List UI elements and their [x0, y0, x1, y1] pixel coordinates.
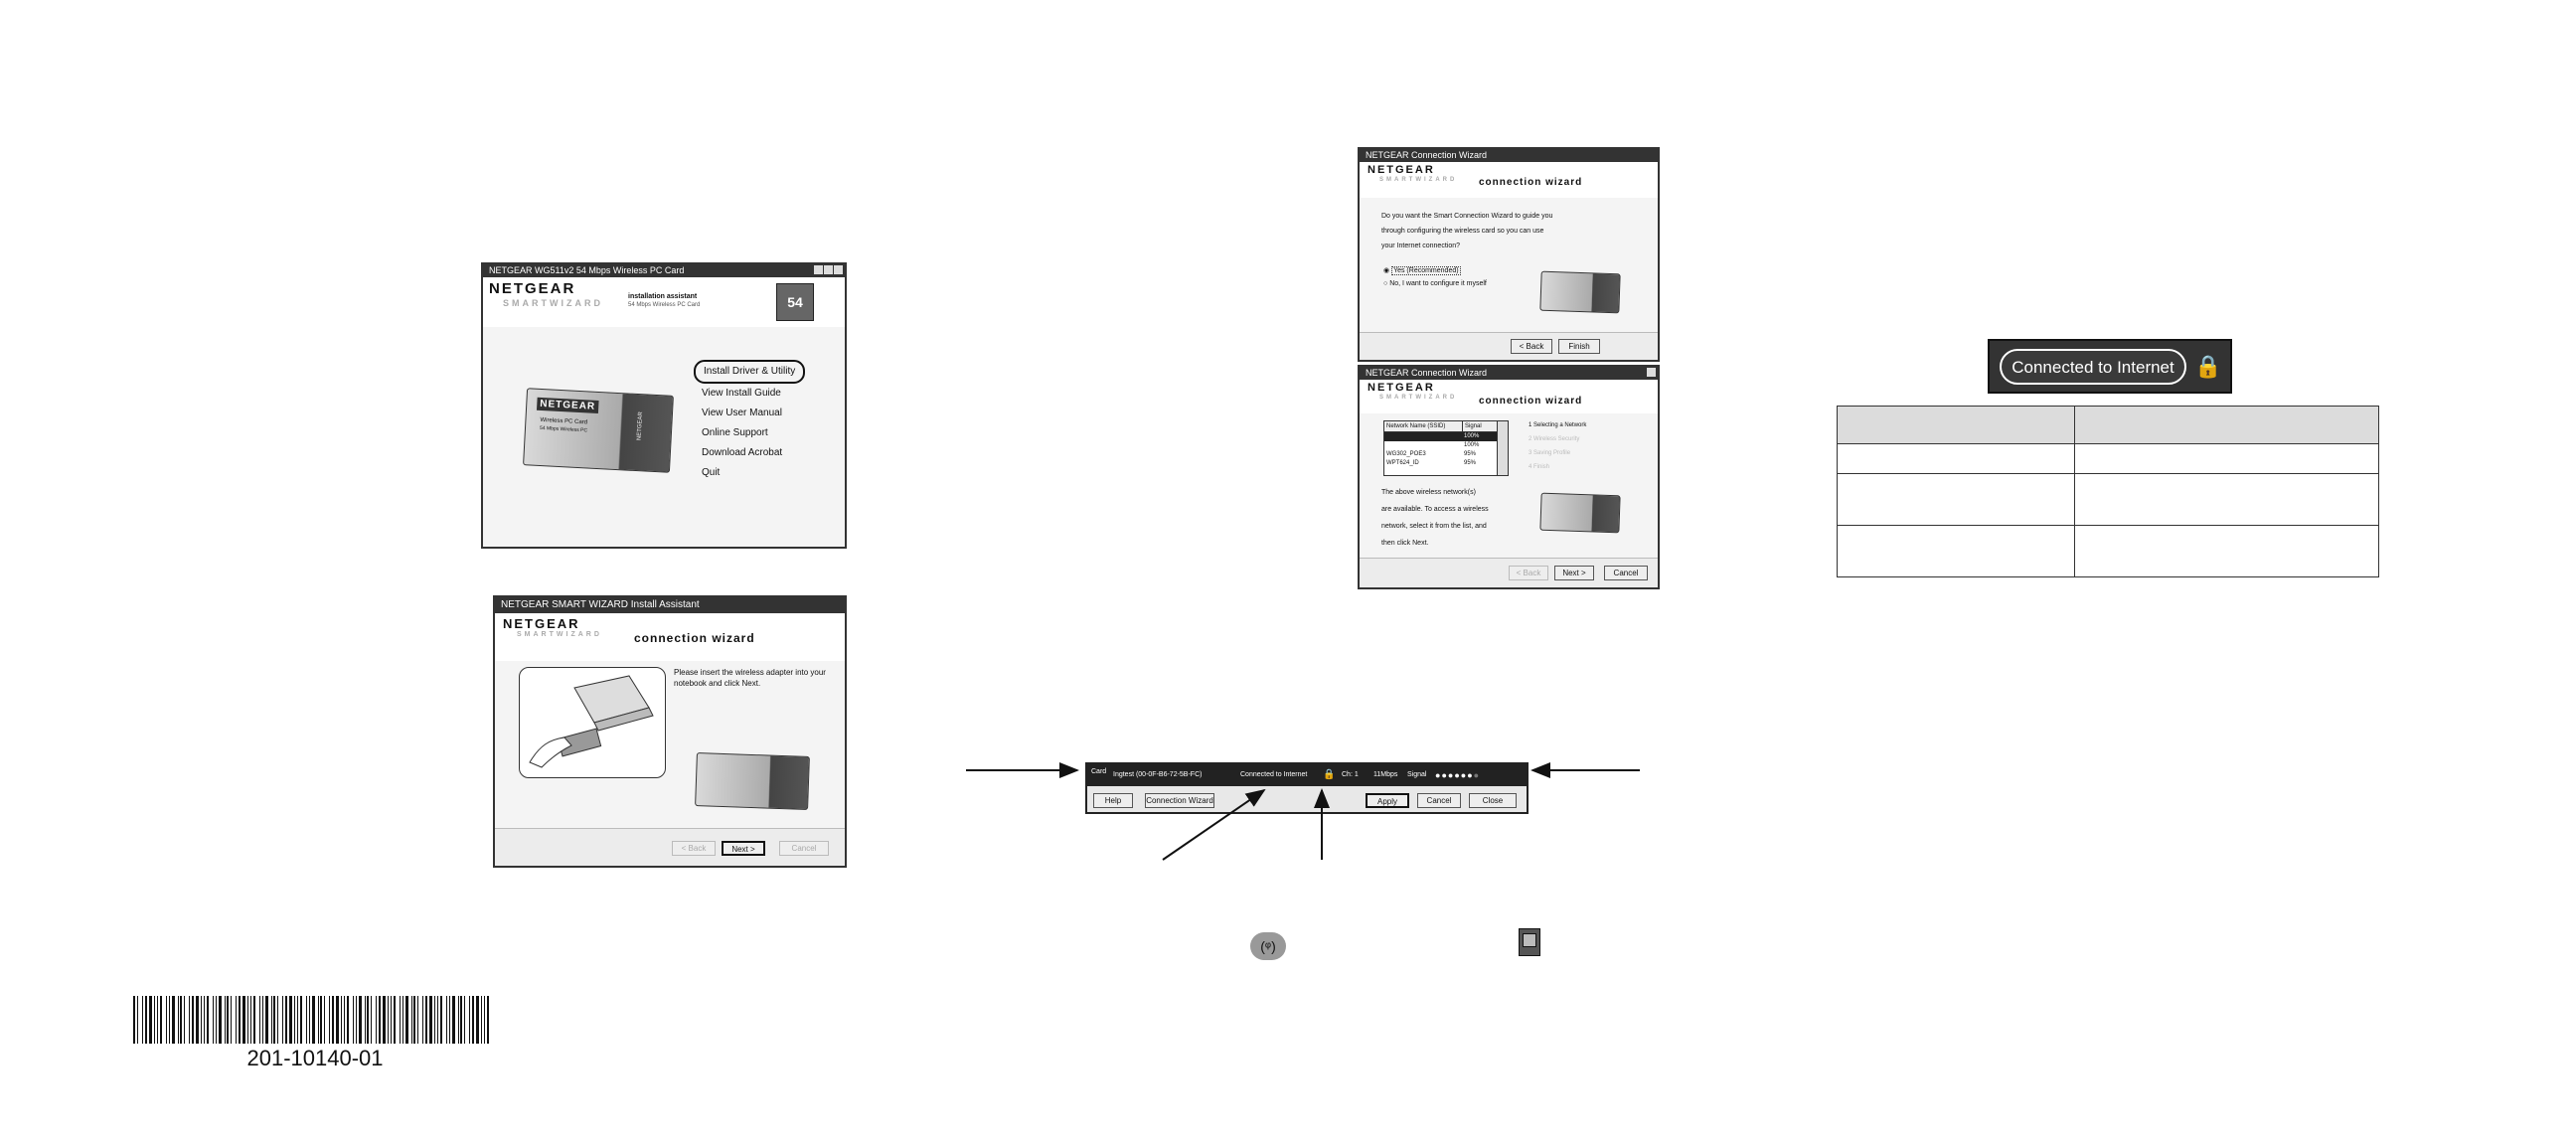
barcode-bar: [484, 996, 485, 1044]
step-2: [1529, 432, 1586, 446]
option-no-label: No, I want to configure it myself: [1389, 280, 1487, 287]
step-3-label: Saving Profile: [1533, 450, 1571, 456]
barcode-bar: [166, 996, 167, 1044]
barcode-bar: [271, 996, 272, 1044]
conn-wizard2-logo-sub: SMARTWIZARD: [1379, 395, 1458, 401]
step-1: [1529, 418, 1586, 432]
card-line2: 54 Mbps Wireless PC: [539, 424, 588, 434]
barcode-bar: [300, 996, 302, 1044]
barcode-bar: [196, 996, 199, 1044]
data-rate: 11Mbps: [1373, 771, 1398, 778]
back-button[interactable]: < Back: [1511, 339, 1552, 354]
step-4: [1529, 460, 1586, 474]
option-yes-radio[interactable]: [1383, 266, 1461, 274]
antenna-icon: (ᵠ): [1260, 938, 1276, 954]
radio-empty-icon: ○: [1383, 280, 1388, 287]
barcode-bar: [344, 996, 345, 1044]
scrollbar[interactable]: [1497, 421, 1508, 476]
conn-wizard1-logo-sub: SMARTWIZARD: [1379, 177, 1458, 183]
callout-arrows: [954, 750, 1650, 870]
barcode-bar: [367, 996, 369, 1044]
network-name: WPT624_ID: [1386, 460, 1419, 466]
barcode-bar: [464, 996, 465, 1044]
barcode-bar: [452, 996, 455, 1044]
barcode-bar: [394, 996, 396, 1044]
barcode-bar: [417, 996, 418, 1044]
barcode-bar: [440, 996, 442, 1044]
barcode-bar: [231, 996, 232, 1044]
barcode-bar: [460, 996, 462, 1044]
barcode-bar: [180, 996, 182, 1044]
insert-wizard-footer: [495, 828, 845, 866]
network-name: WG302_POE3: [1386, 451, 1426, 457]
minimize-icon[interactable]: [814, 265, 823, 274]
close-icon[interactable]: [1647, 368, 1656, 377]
barcode-bar: [277, 996, 278, 1044]
network-name: [1384, 432, 1464, 441]
status-callout-pill: [2000, 349, 2186, 385]
barcode-bar: [434, 996, 435, 1044]
step-number: 2: [1529, 436, 1534, 442]
question-line1: Do you want the Smart Connection Wizard to guide you: [1381, 213, 1553, 220]
barcode-bar: [262, 996, 263, 1044]
status-callout: [1988, 339, 2232, 394]
conn-wizard1-question: [1381, 209, 1650, 253]
network-name: [1384, 441, 1464, 450]
step-2-label: Wireless Security: [1533, 436, 1580, 442]
barcode-bar: [239, 996, 241, 1044]
barcode-bar: [207, 996, 209, 1044]
barcode-bar: [425, 996, 427, 1044]
barcode-bar: [142, 996, 143, 1044]
signal-dot: ●: [1454, 770, 1461, 780]
table-row[interactable]: [1384, 459, 1508, 468]
close-icon[interactable]: [834, 265, 843, 274]
barcode-bar: [145, 996, 147, 1044]
text-line4: then click Next.: [1381, 540, 1429, 547]
barcode-bar: [318, 996, 319, 1044]
barcode-bar: [476, 996, 479, 1044]
connection-wizard-button[interactable]: Connection Wizard: [1145, 793, 1214, 808]
barcode-bar: [204, 996, 205, 1044]
barcode-bar: [137, 996, 138, 1044]
barcode-bar: [458, 996, 459, 1044]
table-row: [1838, 526, 2379, 577]
menu-quit[interactable]: Quit: [702, 467, 721, 478]
table-cell: [2075, 474, 2379, 526]
network-signal: 95%: [1464, 460, 1477, 466]
insert-wizard-titlebar: [495, 597, 845, 613]
insert-wizard-heading: connection wizard: [634, 631, 755, 645]
barcode-bar: [154, 996, 155, 1044]
step-number: 4: [1529, 464, 1534, 470]
barcode-bar: [365, 996, 366, 1044]
barcode-bar: [376, 996, 377, 1044]
barcode-bar: [353, 996, 354, 1044]
barcode-bar: [297, 996, 298, 1044]
menu-view-user-manual[interactable]: View User Manual: [702, 408, 782, 418]
next-button[interactable]: Next >: [1554, 566, 1594, 580]
cancel-button[interactable]: Cancel: [779, 841, 829, 856]
barcode-bar: [379, 996, 381, 1044]
back-button[interactable]: < Back: [672, 841, 716, 856]
barcode-bar: [157, 996, 158, 1044]
step-number: 3: [1529, 450, 1534, 456]
installer-header: [483, 277, 845, 327]
conn-wizard2-footer: [1360, 558, 1658, 587]
info-table: [1837, 406, 2379, 577]
barcode-bar: [250, 996, 251, 1044]
monitor-screen-icon: [1523, 933, 1536, 947]
barcode-bar: [400, 996, 401, 1044]
barcode-bar: [469, 996, 470, 1044]
barcode-bar: [133, 996, 135, 1044]
radio-selected-icon: ◉: [1383, 267, 1390, 274]
barcode-bar: [347, 996, 349, 1044]
barcode-bar: [236, 996, 237, 1044]
next-button[interactable]: Next >: [722, 841, 765, 856]
connection-wizard-1: [1358, 147, 1660, 362]
conn-wizard2-heading: connection wizard: [1479, 396, 1583, 407]
table-header-cell: [1838, 407, 2075, 444]
barcode-bar: [329, 996, 330, 1044]
barcode-bar: [487, 996, 489, 1044]
barcode-bar: [437, 996, 438, 1044]
barcode-bar: [149, 996, 152, 1044]
installer-menu: [702, 360, 841, 483]
barcode-bar: [247, 996, 248, 1044]
table-cell: [2075, 444, 2379, 474]
laptop-card-insert-icon: [520, 668, 665, 777]
table-row[interactable]: [1384, 432, 1508, 441]
barcode: [133, 996, 497, 1044]
barcode-bar: [371, 996, 372, 1044]
question-line3: your Internet connection?: [1381, 243, 1460, 249]
barcode-bar: [225, 996, 226, 1044]
insert-wizard-card-image: [695, 752, 810, 810]
signal-dot: ●: [1473, 770, 1481, 780]
laptop-illustration: [519, 667, 666, 778]
question-line2: through configuring the wireless card so you can use: [1381, 228, 1544, 235]
tray-monitor-icon: [1519, 928, 1540, 956]
barcode-bar: [446, 996, 447, 1044]
window-controls: [813, 265, 843, 277]
table-cell: [1838, 474, 2075, 526]
barcode-bar: [289, 996, 292, 1044]
barcode-bar: [388, 996, 389, 1044]
card-side-brand: NETGEAR: [636, 411, 645, 441]
step-4-label: Finish: [1533, 464, 1550, 470]
barcode-bar: [336, 996, 339, 1044]
barcode-bar: [383, 996, 386, 1044]
barcode-bar: [359, 996, 362, 1044]
conn-wizard1-header: [1360, 162, 1658, 198]
network-signal: 100%: [1464, 433, 1480, 439]
network-list[interactable]: [1383, 420, 1509, 476]
barcode-bar: [472, 996, 474, 1044]
table-cell: [1838, 444, 2075, 474]
badge-54: [776, 283, 814, 321]
menu-online-support[interactable]: Online Support: [702, 427, 768, 438]
conn-wizard1-titlebar: [1360, 149, 1658, 162]
table-cell: [2075, 526, 2379, 577]
signal-label: Signal: [1407, 771, 1427, 778]
installer-logo-sub: SMARTWIZARD: [503, 298, 603, 308]
text-line2: are available. To access a wireless: [1381, 506, 1489, 513]
barcode-bar: [227, 996, 229, 1044]
tray-wireless-icon: [1250, 932, 1286, 960]
conn-wizard1-footer: [1360, 332, 1658, 360]
installer-card-image: [523, 388, 674, 473]
apply-button[interactable]: Apply: [1366, 793, 1409, 808]
menu-install-driver[interactable]: [694, 360, 805, 384]
table-cell: [1838, 526, 2075, 577]
barcode-bar: [259, 996, 260, 1044]
table-header-row: [1838, 407, 2379, 444]
barcode-bar: [160, 996, 162, 1044]
network-signal: 100%: [1464, 442, 1480, 448]
signal-dot: ●: [1441, 770, 1448, 780]
barcode-bar: [192, 996, 194, 1044]
close-button[interactable]: Close: [1469, 793, 1517, 808]
channel: Ch: 1: [1342, 771, 1359, 778]
insert-wizard-title: NETGEAR SMART WIZARD Install Assistant: [501, 599, 700, 610]
conn-wizard2-logo: NETGEAR: [1368, 382, 1435, 394]
barcode-bar: [320, 996, 322, 1044]
conn-wizard2-title: NETGEAR Connection Wizard: [1366, 368, 1488, 378]
installer-title: NETGEAR WG511v2 54 Mbps Wireless PC Card: [489, 265, 685, 275]
barcode-bar: [309, 996, 310, 1044]
barcode-bar: [285, 996, 287, 1044]
insert-wizard-header: [495, 613, 845, 661]
insert-wizard-logo-sub: SMARTWIZARD: [517, 631, 602, 638]
step-1-label: Selecting a Network: [1533, 422, 1587, 428]
maximize-icon[interactable]: [824, 265, 833, 274]
installer-window: [481, 262, 847, 549]
connection-wizard-2: [1358, 365, 1660, 589]
barcode-bar: [213, 996, 214, 1044]
conn-wizard2-header: [1360, 380, 1658, 413]
installer-header-line2: 54 Mbps Wireless PC Card: [628, 302, 701, 308]
installer-titlebar: [483, 264, 845, 277]
card-brand: NETGEAR: [537, 398, 599, 413]
barcode-bar: [172, 996, 175, 1044]
network-list-header: [1384, 421, 1508, 432]
menu-view-install-guide[interactable]: View Install Guide: [702, 388, 781, 399]
menu-install-driver-label: Install Driver & Utility: [704, 366, 796, 377]
barcode-bar: [306, 996, 307, 1044]
barcode-bar: [312, 996, 315, 1044]
step-number: 1: [1529, 422, 1534, 428]
barcode-bar: [294, 996, 295, 1044]
step-3: [1529, 446, 1586, 460]
installer-header-line1: installation assistant: [628, 293, 698, 300]
finish-button[interactable]: Finish: [1558, 339, 1600, 354]
table-header-cell: [2075, 407, 2379, 444]
barcode-bar: [429, 996, 432, 1044]
lock-icon: 🔒: [1323, 769, 1336, 780]
network-name: Ingtest (00-0F-B6-72-5B-FC): [1113, 771, 1203, 778]
barcode-bar: [411, 996, 412, 1044]
status-callout-lock-icon: 🔒: [2194, 354, 2222, 379]
badge-text: 54: [787, 294, 803, 310]
cancel-button[interactable]: Cancel: [1417, 793, 1461, 808]
cancel-button[interactable]: Cancel: [1604, 566, 1648, 580]
barcode-bar: [324, 996, 325, 1044]
text-line3: network, select it from the list, and: [1381, 523, 1487, 530]
conn-wizard1-card-image: [1539, 271, 1620, 314]
barcode-bar: [413, 996, 415, 1044]
arrow-status: [1163, 790, 1264, 860]
barcode-number: 201-10140-01: [246, 1046, 384, 1070]
option-yes-label: Yes (Recommended): [1393, 267, 1459, 274]
help-button[interactable]: Help: [1093, 793, 1133, 808]
barcode-bar: [265, 996, 268, 1044]
barcode-bar: [341, 996, 342, 1044]
barcode-bar: [356, 996, 357, 1044]
barcode-bar: [402, 996, 403, 1044]
signal-dot: ●: [1435, 770, 1442, 780]
barcode-bar: [201, 996, 202, 1044]
conn-wizard2-card-image: [1539, 493, 1620, 534]
signal-dot: ●: [1447, 770, 1455, 780]
conn-wizard1-heading: connection wizard: [1479, 177, 1583, 188]
barcode-bar: [422, 996, 423, 1044]
insert-wizard-window: [493, 595, 847, 868]
col-network-name[interactable]: Network Name (SSID): [1384, 421, 1463, 431]
barcode-bar: [253, 996, 255, 1044]
barcode-bar: [332, 996, 334, 1044]
barcode-bar: [481, 996, 482, 1044]
conn-wizard1-title: NETGEAR Connection Wizard: [1366, 150, 1488, 160]
text-line1: The above wireless network(s): [1381, 489, 1476, 496]
wizard-steps: [1529, 418, 1586, 474]
card-label: Card: [1091, 768, 1107, 775]
barcode-bar: [169, 996, 170, 1044]
menu-download-acrobat[interactable]: Download Acrobat: [702, 447, 783, 458]
card-line1: Wireless PC Card: [540, 416, 588, 426]
barcode-bar: [178, 996, 179, 1044]
signal-dot: ●: [1467, 770, 1474, 780]
table-row: [1838, 474, 2379, 526]
barcode-bar: [219, 996, 222, 1044]
conn-wizard2-titlebar: [1360, 367, 1658, 380]
col-signal[interactable]: Signal: [1465, 423, 1482, 429]
barcode-bar: [449, 996, 450, 1044]
option-no-radio[interactable]: [1383, 280, 1487, 287]
insert-wizard-text: Please insert the wireless adapter into your notebook and click Next.: [674, 668, 826, 688]
table-row[interactable]: [1384, 441, 1508, 450]
connection-status: Connected to Internet: [1240, 771, 1308, 778]
barcode-bar: [405, 996, 408, 1044]
barcode-bar: [391, 996, 392, 1044]
barcode-bar: [242, 996, 245, 1044]
barcode-bar: [184, 996, 185, 1044]
table-row: [1838, 444, 2379, 474]
network-signal: 95%: [1464, 451, 1477, 457]
conn-wizard2-text: [1381, 484, 1530, 552]
conn-wizard1-logo: NETGEAR: [1368, 164, 1435, 176]
status-callout-text: Connected to Internet: [2012, 358, 2174, 377]
signal-dot: ●: [1460, 770, 1468, 780]
barcode-bar: [282, 996, 283, 1044]
barcode-bar: [216, 996, 217, 1044]
insert-wizard-logo: NETGEAR: [503, 616, 580, 631]
table-row[interactable]: [1384, 450, 1508, 459]
back-button[interactable]: < Back: [1509, 566, 1548, 580]
barcode-bar: [273, 996, 275, 1044]
installer-logo: NETGEAR: [489, 280, 576, 297]
barcode-bar: [189, 996, 190, 1044]
